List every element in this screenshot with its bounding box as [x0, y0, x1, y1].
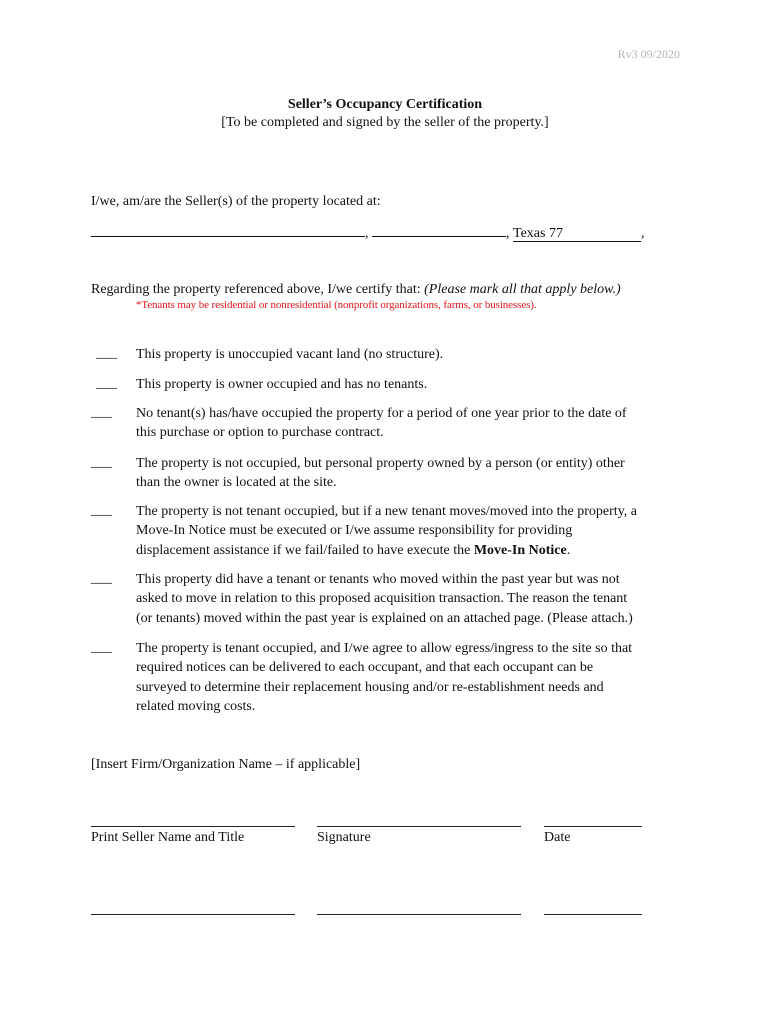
item-line: (or tenants) moved within the past year is explained on an attached page. (Please attach.)	[136, 610, 633, 626]
item-line-suffix: .	[566, 542, 571, 558]
seller-name-line[interactable]	[91, 826, 295, 827]
address-line	[91, 221, 645, 242]
revision-label: Rv3 09/2020	[617, 47, 680, 61]
checklist-item-7	[136, 639, 681, 716]
item-line: than the owner is located at the site.	[136, 475, 337, 491]
comma-2: ,	[506, 226, 510, 241]
tenant-note: *Tenants may be residential or nonresidential (nonprofit organizations, farms, or businesses).	[136, 299, 537, 311]
state-zip-prefix: Texas 77	[513, 226, 563, 241]
checkbox-blank-3[interactable]: ___	[91, 405, 112, 420]
firm-name-placeholder[interactable]: [Insert Firm/Organization Name – if applicable]	[91, 757, 361, 772]
date-line-2[interactable]	[544, 914, 642, 915]
item-line: This property did have a tenant or tenants who moved within the past year but was not	[136, 572, 620, 587]
checklist-item-6	[136, 570, 681, 628]
item-line: required notices can be delivered to each occupant, and that each occupant can be	[136, 660, 594, 676]
certify-lead	[91, 280, 621, 299]
certify-instruction: (Please mark all that apply below.)	[424, 282, 621, 297]
signature-label: Signature	[317, 830, 371, 845]
item-line: Move-In Notice must be executed or I/we assume responsibility for providing	[136, 523, 573, 539]
street-address-field[interactable]	[91, 221, 365, 237]
comma-1: ,	[365, 226, 369, 241]
checkbox-blank-1[interactable]: ___	[96, 346, 117, 361]
city-field[interactable]	[372, 221, 506, 237]
signature-line[interactable]	[317, 826, 521, 827]
checkbox-blank-4[interactable]: ___	[91, 455, 112, 470]
checklist-item-4	[136, 454, 681, 493]
item-line: This property is unoccupied vacant land (no structure).	[136, 347, 444, 362]
checklist-item-5	[136, 502, 681, 560]
signature-line-2[interactable]	[317, 914, 521, 915]
zip-field[interactable]	[513, 226, 641, 242]
item-line: The property is not tenant occupied, but if a new tenant moves/moved into the property, a	[136, 504, 638, 519]
item-line: related moving costs.	[136, 698, 256, 714]
checkbox-blank-2[interactable]: ___	[96, 376, 117, 391]
item-line-prefix: displacement assistance if we fail/failed to have execute the	[136, 542, 474, 558]
item-line: No tenant(s) has/have occupied the property for a period of one year prior to the date of	[136, 406, 627, 421]
checkbox-blank-7[interactable]: ___	[91, 640, 112, 655]
checklist-item-1	[136, 345, 681, 364]
item-line	[136, 541, 681, 560]
checkbox-blank-6[interactable]: ___	[91, 571, 112, 586]
item-line: The property is tenant occupied, and I/we agree to allow egress/ingress to the site so that	[136, 641, 633, 656]
item-line: surveyed to determine their replacement housing and/or re-establishment needs and	[136, 679, 604, 695]
checklist-item-2	[136, 375, 681, 394]
checkbox-blank-5[interactable]: ___	[91, 503, 112, 518]
page-title: Seller’s Occupancy Certification	[287, 97, 483, 112]
seller-name-line-2[interactable]	[91, 914, 295, 915]
move-in-notice-term: Move-In Notice	[473, 542, 567, 558]
item-line: This property is owner occupied and has no tenants.	[136, 377, 428, 392]
seller-name-label: Print Seller Name and Title	[91, 830, 245, 845]
page-subtitle: [To be completed and signed by the seller of the property.]	[221, 115, 549, 130]
checklist-item-3	[136, 404, 681, 443]
seller-intro: I/we, am/are the Seller(s) of the property located at:	[91, 194, 381, 209]
comma-3: ,	[641, 226, 645, 241]
date-label: Date	[544, 830, 571, 845]
item-line: this purchase or option to purchase contract.	[136, 425, 384, 441]
date-line[interactable]	[544, 826, 642, 827]
item-line: The property is not occupied, but personal property owned by a person (or entity) other	[136, 456, 625, 471]
item-line: asked to move in relation to this proposed acquisition transaction. The reason the tenant	[136, 591, 628, 607]
certify-lead-text: Regarding the property referenced above, I/we certify that:	[91, 282, 421, 297]
